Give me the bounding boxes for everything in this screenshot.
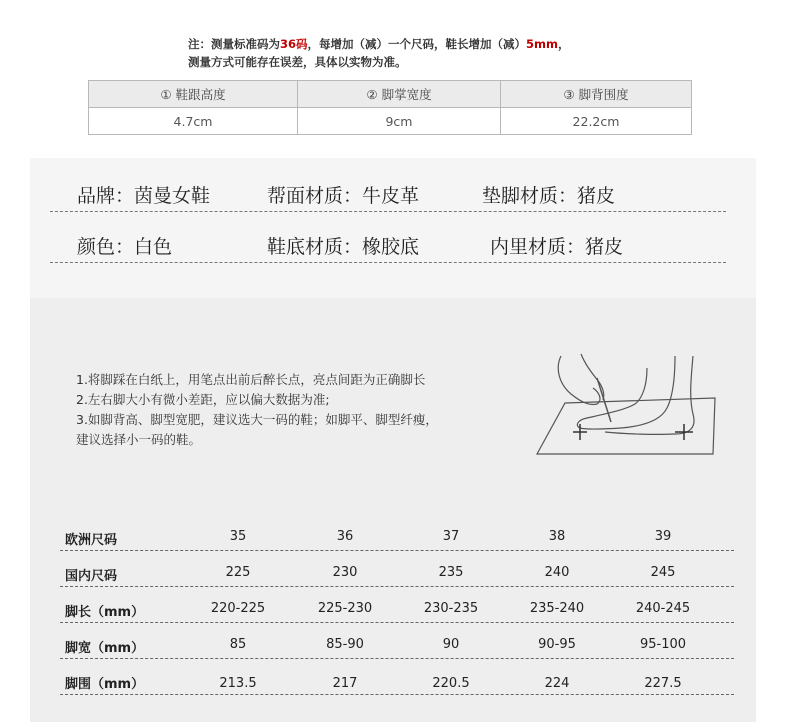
size-row-cn <box>60 560 734 587</box>
size-cell: 85-90 <box>326 637 364 652</box>
size-cell: 220-225 <box>210 601 266 616</box>
row-label: 脚围（mm） <box>65 677 145 692</box>
size-row-foot-width <box>60 632 734 659</box>
measure-tips <box>76 370 526 450</box>
tip-line: 2.左右脚大小有微小差距，应以偏大数据为准; <box>76 392 330 407</box>
size-cell: 225 <box>225 565 251 580</box>
row-label: 国内尺码 <box>65 569 118 584</box>
size-cell: 90 <box>442 637 460 652</box>
sole-width-header: ② 脚掌宽度 <box>298 81 501 108</box>
size-cell: 36 <box>336 529 354 544</box>
size-cell: 235-240 <box>529 601 585 616</box>
tip-line: 1.将脚踩在白纸上，用笔点出前后醉长点，亮点间距为正确脚长 <box>76 372 426 387</box>
standard-size: 36码 <box>280 37 308 51</box>
heel-height-header: ① 鞋跟高度 <box>89 81 298 108</box>
materials-panel <box>30 158 756 298</box>
note-line-1 <box>188 35 708 53</box>
size-cell: 39 <box>654 529 672 544</box>
size-cell: 240-245 <box>635 601 691 616</box>
materials-row <box>50 175 726 212</box>
brand-attr: 品牌：茵曼女鞋 <box>77 185 211 207</box>
measurement-table <box>88 80 692 135</box>
instep-girth-value: 22.2cm <box>501 108 692 135</box>
outsole-material-attr: 鞋底材质：橡胶底 <box>267 236 420 258</box>
note-line-2: 测量方式可能存在误差，具体以实物为准。 <box>188 55 407 69</box>
tip-line: 3.如脚背高、脚型宽肥，建议选大一码的鞋；如脚平、脚型纤瘦， <box>76 412 438 427</box>
measurement-value-row <box>89 108 692 135</box>
size-cell: 217 <box>332 676 358 691</box>
row-label: 脚长（mm） <box>65 605 145 620</box>
heel-height-value: 4.7cm <box>89 108 298 135</box>
insole-material-attr: 垫脚材质：猪皮 <box>482 185 616 207</box>
tip-line: 建议选择小一码的鞋。 <box>76 432 202 447</box>
materials-row <box>50 226 726 263</box>
size-cell: 225-230 <box>317 601 373 616</box>
note-text: ，每增加（减）一个尺码，鞋长增加（减） <box>307 37 527 51</box>
size-cell: 38 <box>548 529 566 544</box>
note-text: ， <box>557 37 570 51</box>
size-cell: 37 <box>442 529 460 544</box>
size-row-foot-girth <box>60 668 734 695</box>
foot-outline <box>577 356 675 429</box>
measurement-header-row <box>89 81 692 108</box>
note-text: 注：测量标准码为 <box>188 37 280 51</box>
size-step: 5mm <box>526 37 558 51</box>
size-row-foot-length <box>60 596 734 623</box>
color-attr: 颜色：白色 <box>77 236 173 258</box>
paper-outline <box>537 398 715 454</box>
size-note <box>188 35 708 71</box>
upper-material-attr: 帮面材质：牛皮革 <box>267 185 420 207</box>
size-cell: 90-95 <box>538 637 576 652</box>
sole-width-value: 9cm <box>298 108 501 135</box>
size-row-eu <box>60 524 734 551</box>
arm-outline <box>581 354 604 400</box>
size-cell: 235 <box>438 565 464 580</box>
lining-material-attr: 内里材质：猪皮 <box>490 236 624 258</box>
size-cell: 35 <box>229 529 247 544</box>
size-cell: 220.5 <box>432 676 470 691</box>
size-cell: 95-100 <box>639 637 687 652</box>
foot-measure-illustration <box>525 348 725 463</box>
size-cell: 224 <box>544 676 570 691</box>
size-cell: 240 <box>544 565 570 580</box>
size-cell: 85 <box>229 637 247 652</box>
size-cell: 227.5 <box>644 676 682 691</box>
size-cell: 245 <box>650 565 676 580</box>
size-cell: 213.5 <box>219 676 257 691</box>
size-cell: 230-235 <box>423 601 479 616</box>
size-guide-panel <box>30 298 756 722</box>
size-cell: 230 <box>332 565 358 580</box>
hand-outline <box>558 356 600 405</box>
instep-girth-header: ③ 脚背围度 <box>501 81 692 108</box>
row-label: 欧洲尺码 <box>65 533 118 548</box>
row-label: 脚宽（mm） <box>65 641 145 656</box>
